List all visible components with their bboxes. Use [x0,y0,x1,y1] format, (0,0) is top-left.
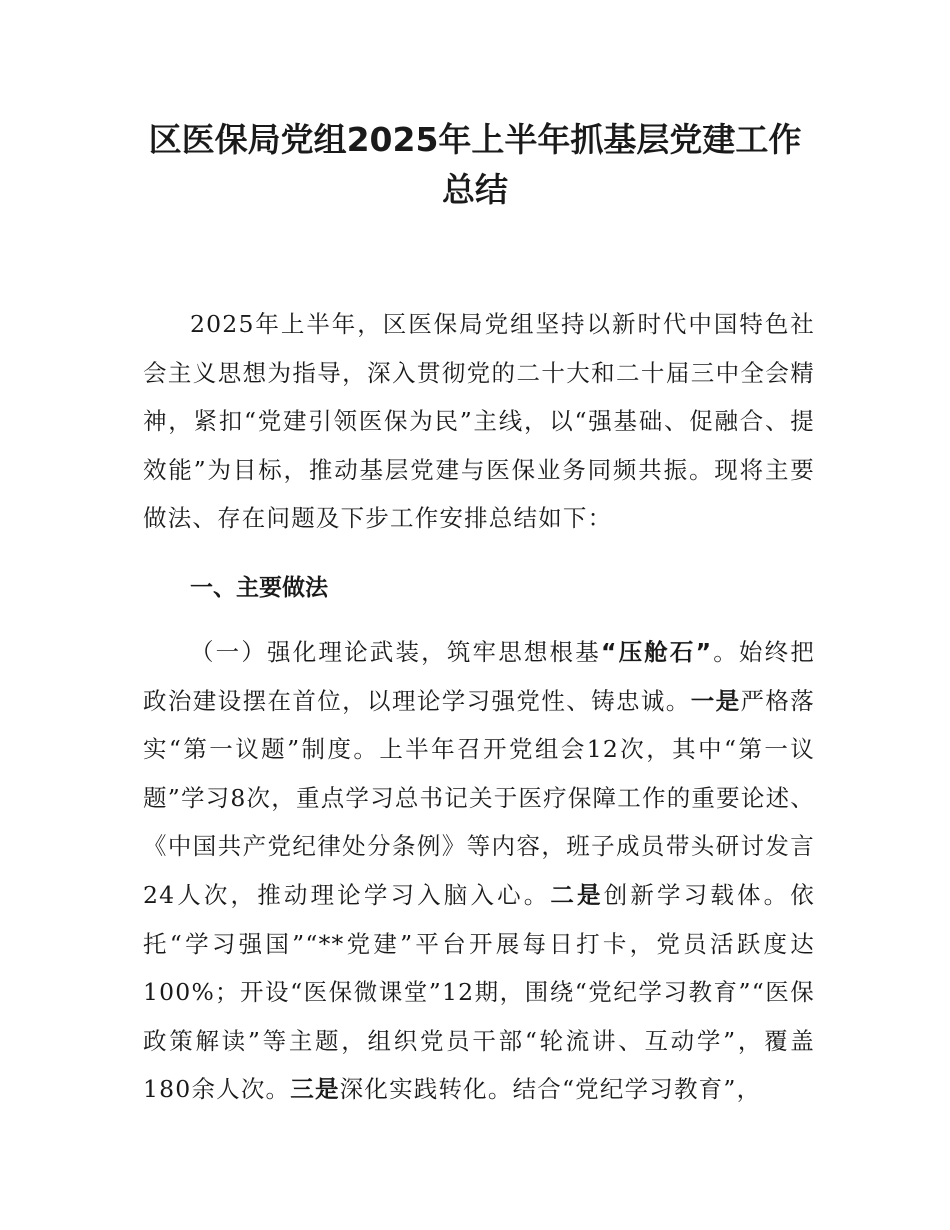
document-title-line-1: 区医保局党组2025年上半年抓基层党建工作 [148,120,802,159]
item-1-text-b: 严格落实“第一议题”制度。上半年召开党组会12次，其中“第一议题”学习8次，重点学习总书记关于医疗保障工作的重要论述、《中国共产党纪律处分条例》等内容，班子成员带头研讨发言24人次，推动理论学习入脑入心。 [143,686,815,909]
item-1-text-c: 创新学习载体。依托“学习强国”“**党建”平台开展每日打卡，党员活跃度达100%；开设“医保微课堂”12期，围绕“党纪学习教育”“医保政策解读”等主题，组织党员干部“轮流讲、互动学”，覆盖180余人次。 [143,880,815,1104]
item-1-highlight: “压舱石” [600,638,713,666]
point-label-1: 一是 [690,686,741,715]
item-1-paragraph [143,628,815,1114]
point-label-2: 二是 [550,880,604,909]
document-title-line-2: 总结 [442,170,508,209]
intro-paragraph: 2025年上半年，区医保局党组坚持以新时代中国特色社会主义思想为指导，深入贯彻党的二十大和二十届三中全会精神，紧扣“党建引领医保为民”主线，以“强基础、促融合、提效能”为目标，推动基层党建与医保业务同频共振。现将主要做法、存在问题及下步工作安排总结如下： [143,310,815,533]
item-1-text-a: 。始终把政治建设摆在首位，以理论学习强党性、铸忠诚。 [143,638,815,715]
section-heading-main-practices: 一、主要做法 [190,575,328,601]
item-1-text-d: 深化实践转化。结合“党纪学习教育”， [339,1075,762,1104]
point-label-3: 三是 [290,1075,340,1104]
item-1-prefix: （一）强化理论武装，筑牢思想根基 [190,638,601,666]
